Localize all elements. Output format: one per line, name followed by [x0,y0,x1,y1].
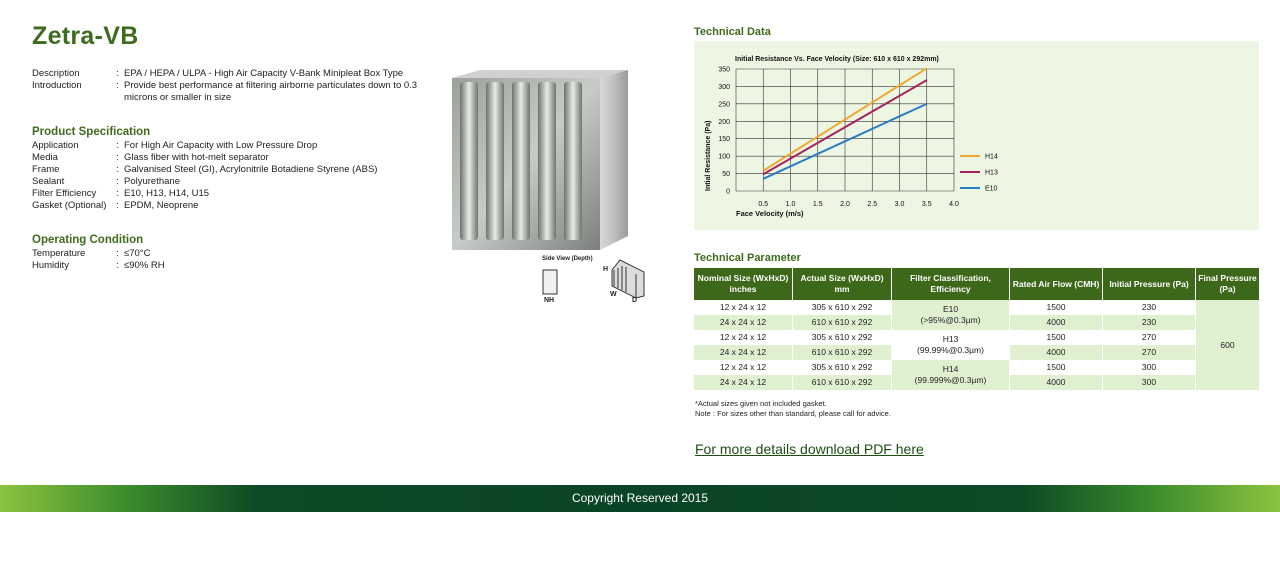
spec-value: EPDM, Neoprene [124,200,199,211]
table-notes [695,399,891,419]
colon: : [116,140,119,151]
colon: : [116,68,119,79]
overview-value: Provide best performance at filtering airborne particulates down to 0.3 microns or smaller in size [124,80,418,103]
y-tick-label: 0 [726,188,730,196]
cell-final-pressure: 600 [1196,300,1260,390]
v-bank-pleat [460,82,478,240]
header-initial-pressure: Initial Pressure (Pa) [1103,268,1196,300]
x-axis-ticks [758,201,959,208]
cell-pressure: 300 [1103,360,1196,375]
x-tick-label: 3.0 [894,201,905,208]
spec-row [32,152,432,164]
cell-actual: 610 x 610 x 292 [793,375,892,390]
spec-row [32,176,432,188]
overview-row-introduction [32,80,432,104]
cell-flow: 1500 [1010,300,1103,315]
product-title: Zetra-VB [32,22,139,50]
cell-actual: 610 x 610 x 292 [793,315,892,330]
header-classification: Filter Classification, Efficiency [892,268,1010,300]
cell-nominal: 24 x 24 x 12 [694,345,793,360]
y-tick-label: 50 [722,171,730,179]
y-axis-ticks [718,67,730,196]
colon: : [116,176,119,187]
operating-row [32,260,332,272]
spec-value: Polyurethane [124,176,180,187]
download-pdf-link[interactable]: For more details download PDF here [695,441,924,457]
overview-row-description [32,68,432,80]
product-spec-heading: Product Specification [32,126,151,138]
operating-table [32,248,332,272]
cell-nominal: 12 x 24 x 12 [694,300,793,315]
frame-top [452,70,628,78]
cell-actual: 305 x 610 x 292 [793,360,892,375]
spec-label: Application [32,140,79,151]
spec-row [32,164,432,176]
cell-pressure: 230 [1103,315,1196,330]
cell-flow: 4000 [1010,345,1103,360]
y-tick-label: 100 [718,153,730,161]
nh-label: NH [544,297,555,304]
colon: : [116,188,119,199]
chart-title: Initial Resistance Vs. Face Velocity (Size: 610 x 610 x 292mm) [735,56,939,63]
operating-heading: Operating Condition [32,234,144,246]
spec-value: For High Air Capacity with Low Pressure Drop [124,140,318,151]
h-label: H [603,266,609,273]
cell-class-e10 [892,300,1010,330]
spec-label: Frame [32,164,60,175]
v-bank-pleat [564,82,582,240]
spec-row [32,140,432,152]
colon: : [116,200,119,211]
colon: : [116,152,119,163]
y-axis-label: Intial Resistance (Pa) [705,120,712,191]
cell-nominal: 12 x 24 x 12 [694,330,793,345]
note-call-advice: Note : For sizes other than standard, please call for advice. [695,409,891,418]
v-bank-pleat [512,82,530,240]
cell-flow: 1500 [1010,330,1103,345]
chart-legend [960,154,998,193]
x-tick-label: 3.5 [921,201,932,208]
class-efficiency: (99.999%@0.3µm) [914,375,987,385]
frame-side [600,70,628,250]
y-tick-label: 300 [718,83,730,91]
colon: : [116,164,119,175]
cell-actual: 305 x 610 x 292 [793,300,892,315]
spec-label: Sealant [32,176,65,187]
y-tick-label: 200 [718,118,730,126]
legend-label: E10 [985,185,998,193]
technical-data-heading: Technical Data [694,26,771,38]
cell-actual: 305 x 610 x 292 [793,330,892,345]
technical-parameter-table [694,268,1259,390]
overview-label: Description [32,68,80,79]
cell-flow: 1500 [1010,360,1103,375]
operating-label: Temperature [32,248,86,259]
cell-flow: 4000 [1010,375,1103,390]
cell-nominal: 24 x 24 x 12 [694,315,793,330]
legend-label: H14 [985,153,998,161]
operating-label: Humidity [32,260,69,271]
colon: : [116,80,119,91]
operating-value: ≤90% RH [124,260,165,271]
legend-label: H13 [985,169,998,177]
table-row [694,330,1259,345]
w-label: W [610,291,617,298]
resistance-chart [694,41,1259,230]
cell-pressure: 270 [1103,330,1196,345]
spec-row [32,188,432,200]
cell-class-h14 [892,360,1010,390]
class-name: E10 [942,304,959,314]
header-nominal-size: Nominal Size (WxHxD) inches [694,268,793,300]
product-spec-table [32,140,432,212]
x-tick-label: 2.0 [840,201,850,208]
spec-label: Media [32,152,58,163]
x-axis-label: Face Velocity (m/s) [736,209,804,218]
header-air-flow: Rated Air Flow (CMH) [1010,268,1103,300]
copyright-text: Copyright Reserved 2015 [571,491,709,505]
x-tick-label: 0.5 [758,201,769,208]
header-actual-size: Actual Size (WxHxD) mm [793,268,892,300]
table-row [694,360,1259,375]
side-view-label: Side View (Depth) [542,256,593,262]
class-efficiency: (99.99%@0.3µm) [917,345,984,355]
spec-value: Glass fiber with hot-melt separator [124,152,269,163]
spec-row [32,200,432,212]
spec-value: E10, H13, H14, U15 [124,188,210,199]
overview-value: EPA / HEPA / ULPA - High Air Capacity V-Bank Minipleat Box Type [124,68,404,79]
note-actual-sizes: *Actual sizes given not included gasket. [695,399,827,408]
table-header-row [694,268,1259,300]
product-image [450,68,632,253]
y-tick-label: 250 [718,101,730,109]
cell-nominal: 12 x 24 x 12 [694,360,793,375]
v-bank-pleat [486,82,504,240]
spec-label: Gasket (Optional) [32,200,107,211]
overview-block [32,68,432,104]
operating-row [32,248,332,260]
y-tick-label: 150 [718,136,730,144]
operating-value: ≤70°C [124,248,151,259]
cell-pressure: 270 [1103,345,1196,360]
d-label: D [632,297,638,304]
header-final-pressure: Final Pressure (Pa) [1196,268,1260,300]
footer [0,485,1280,512]
table-row [694,300,1259,315]
class-efficiency: (>95%@0.3µm) [920,315,981,325]
colon: : [116,260,119,271]
class-name: H14 [942,364,959,374]
cell-pressure: 230 [1103,300,1196,315]
cell-pressure: 300 [1103,375,1196,390]
class-name: H13 [942,334,959,344]
cell-class-h13 [892,330,1010,360]
x-tick-label: 4.0 [949,201,959,208]
x-tick-label: 1.0 [785,201,796,208]
spec-label: Filter Efficiency [32,188,97,199]
x-tick-label: 2.5 [867,201,878,208]
cell-nominal: 24 x 24 x 12 [694,375,793,390]
overview-label: Introduction [32,80,82,91]
colon: : [116,248,119,259]
chart-grid [736,69,954,191]
x-tick-label: 1.5 [812,201,823,208]
cell-flow: 4000 [1010,315,1103,330]
cell-actual: 610 x 610 x 292 [793,345,892,360]
side-view-box [543,270,557,294]
technical-parameter-heading: Technical Parameter [694,252,801,264]
v-bank-pleat [538,82,556,240]
spec-value: Galvanised Steel (GI), Acrylonitrile Botadiene Styrene (ABS) [124,164,378,175]
y-tick-label: 350 [718,66,730,74]
